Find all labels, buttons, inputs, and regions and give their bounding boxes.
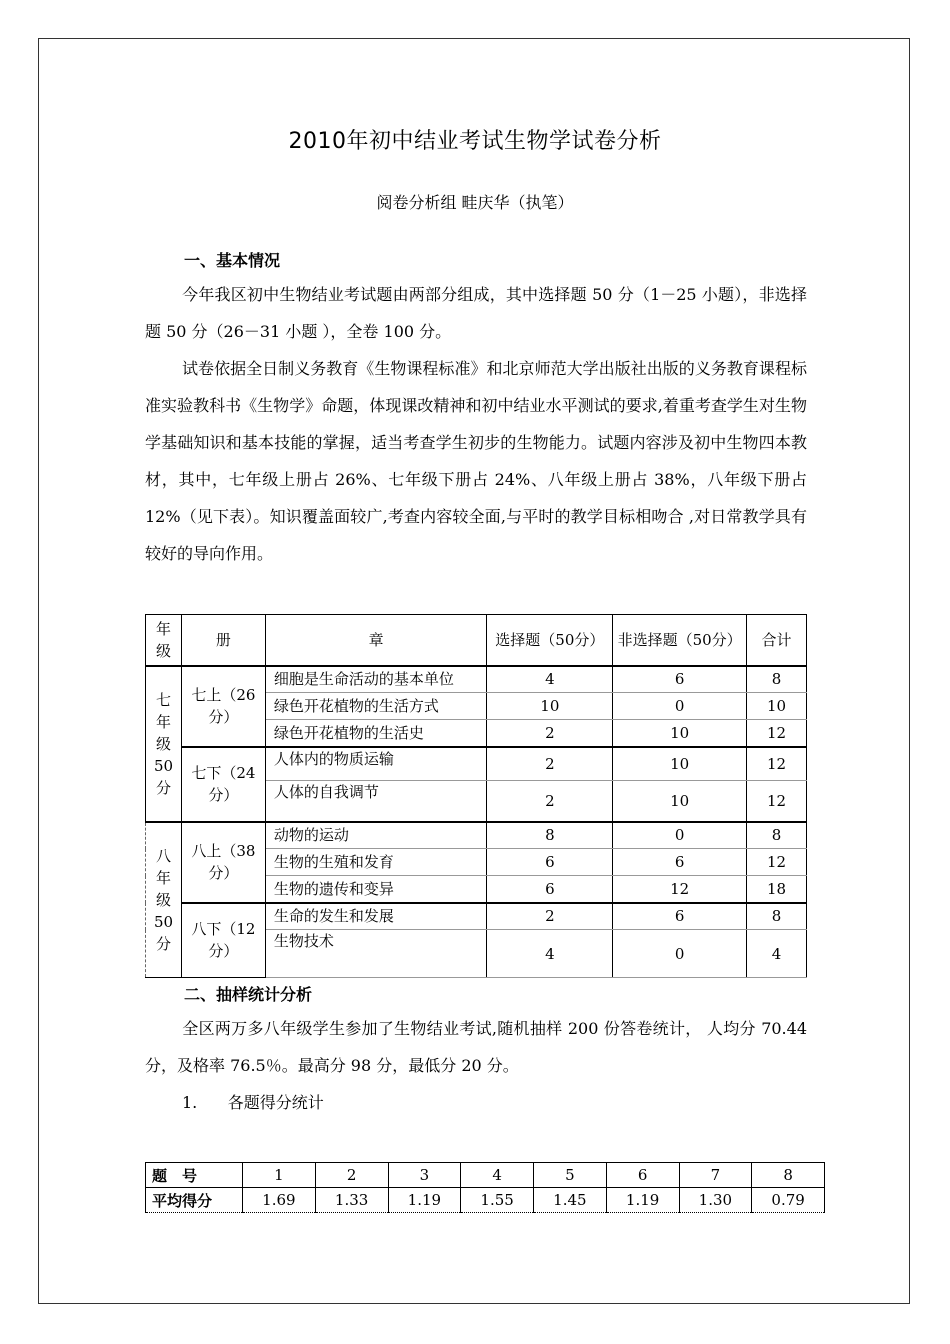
- chapter-cell: 细胞是生命活动的基本单位: [265, 666, 487, 693]
- section1-para1: [145, 276, 807, 350]
- table-row: [146, 747, 807, 781]
- choice-cell: 10: [487, 693, 613, 720]
- section1-para1-text: 今年我区初中生物结业考试题由两部分组成，其中选择题 50 分（1－25 小题），非选择题 50 分（26－31 小题 ），全卷 100 分。: [145, 285, 807, 341]
- total-cell: 10: [747, 693, 807, 720]
- question-number-cell: 5: [534, 1163, 607, 1188]
- section2-para1: [145, 1010, 807, 1084]
- choice-cell: 2: [487, 747, 613, 781]
- nonchoice-cell: 6: [613, 666, 747, 693]
- question-number-cell: 1: [243, 1163, 316, 1188]
- author-line: 阅卷分析组 畦庆华（执笔）: [376, 193, 574, 212]
- document-title: 2010年初中结业考试生物学试卷分析: [288, 129, 662, 154]
- chapter-cell: 人体的自我调节: [265, 781, 487, 822]
- header-chapter: 章: [265, 615, 487, 666]
- header-book: 册: [181, 615, 265, 666]
- total-cell: 8: [747, 666, 807, 693]
- average-score-cell: 1.55: [461, 1188, 534, 1213]
- average-score-cell: 1.19: [606, 1188, 679, 1213]
- nonchoice-cell: 10: [613, 720, 747, 747]
- book-8up: 八上（38分）: [181, 822, 265, 903]
- nonchoice-cell: 6: [613, 903, 747, 930]
- total-cell: 12: [747, 781, 807, 822]
- total-cell: 12: [747, 720, 807, 747]
- section2-sub1-text: 1. 各题得分统计: [182, 1093, 324, 1112]
- chapter-cell: 生命的发生和发展: [265, 903, 487, 930]
- table-row: [146, 666, 807, 693]
- question-number-cell: 8: [752, 1163, 825, 1188]
- question-number-row: [146, 1163, 825, 1188]
- chapter-cell: 动物的运动: [265, 822, 487, 849]
- average-score-cell: 1.33: [315, 1188, 388, 1213]
- header-grade: 年级: [146, 615, 182, 666]
- choice-cell: 8: [487, 822, 613, 849]
- content-distribution-table: [145, 614, 807, 978]
- chapter-cell: 绿色开花植物的生活史: [265, 720, 487, 747]
- average-score-cell: 1.45: [534, 1188, 607, 1213]
- chapter-cell: 生物技术: [265, 930, 487, 978]
- nonchoice-cell: 6: [613, 849, 747, 876]
- section1-heading: 一、基本情况: [184, 251, 281, 270]
- chapter-cell: 生物的遗传和变异: [265, 876, 487, 903]
- question-number-cell: 4: [461, 1163, 534, 1188]
- chapter-cell: 绿色开花植物的生活方式: [265, 693, 487, 720]
- nonchoice-cell: 0: [613, 822, 747, 849]
- question-score-table: [145, 1162, 825, 1213]
- nonchoice-cell: 0: [613, 693, 747, 720]
- average-score-cell: 0.79: [752, 1188, 825, 1213]
- choice-cell: 4: [487, 666, 613, 693]
- grade8-cell: 八年级50分: [146, 822, 182, 978]
- chapter-cell: 生物的生殖和发育: [265, 849, 487, 876]
- chapter-cell: 人体内的物质运输: [265, 747, 487, 781]
- book-7up: 七上（26分）: [181, 666, 265, 747]
- question-number-label: 题 号: [146, 1163, 243, 1188]
- question-number-cell: 3: [388, 1163, 461, 1188]
- total-cell: 8: [747, 903, 807, 930]
- nonchoice-cell: 10: [613, 781, 747, 822]
- choice-cell: 6: [487, 849, 613, 876]
- choice-cell: 2: [487, 720, 613, 747]
- total-cell: 12: [747, 849, 807, 876]
- choice-cell: 2: [487, 903, 613, 930]
- total-cell: 18: [747, 876, 807, 903]
- section1-para2: [145, 350, 807, 572]
- question-number-cell: 7: [679, 1163, 752, 1188]
- section2-heading: 二、抽样统计分析: [184, 985, 313, 1004]
- choice-cell: 4: [487, 930, 613, 978]
- section2-sub1: [145, 1084, 807, 1121]
- section2-para1-text: 全区两万多八年级学生参加了生物结业考试,随机抽样 200 份答卷统计， 人均分 70.44 分，及格率 76.5％。最高分 98 分，最低分 20 分。: [145, 1019, 807, 1075]
- table-header-row: [146, 615, 807, 666]
- total-cell: 8: [747, 822, 807, 849]
- choice-cell: 2: [487, 781, 613, 822]
- header-choice: 选择题（50分）: [487, 615, 613, 666]
- total-cell: 4: [747, 930, 807, 978]
- question-number-cell: 6: [606, 1163, 679, 1188]
- average-score-cell: 1.19: [388, 1188, 461, 1213]
- nonchoice-cell: 10: [613, 747, 747, 781]
- book-7down: 七下（24分）: [181, 747, 265, 822]
- table-row: [146, 822, 807, 849]
- choice-cell: 6: [487, 876, 613, 903]
- total-cell: 12: [747, 747, 807, 781]
- average-score-cell: 1.30: [679, 1188, 752, 1213]
- table-row: [146, 903, 807, 930]
- average-score-row: [146, 1188, 825, 1213]
- nonchoice-cell: 0: [613, 930, 747, 978]
- average-score-cell: 1.69: [243, 1188, 316, 1213]
- section1-para2-text: 试卷依据全日制义务教育《生物课程标准》和北京师范大学出版社出版的义务教育课程标准实验教科书《生物学》命题，体现课改精神和初中结业水平测试的要求,着重考查学生对生物学基础知识和基本技能的掌握，适当考查学生初步的生物能力。试题内容涉及初中生物四本教材，其中，七年级上册占 26%、七年级下册占 24%、八年级上册占 38%，八年级下册占 12%（见下表）。知识覆盖面较广,考查内容较全面,与平时的教学目标相吻合 ,对日常教学具有较好的导向作用。: [145, 359, 807, 563]
- average-score-label: 平均得分: [146, 1188, 243, 1213]
- header-nonchoice: 非选择题（50分）: [613, 615, 747, 666]
- question-number-cell: 2: [315, 1163, 388, 1188]
- grade7-cell: 七年级50分: [146, 666, 182, 822]
- nonchoice-cell: 12: [613, 876, 747, 903]
- book-8down: 八下（12分）: [181, 903, 265, 978]
- header-total: 合计: [747, 615, 807, 666]
